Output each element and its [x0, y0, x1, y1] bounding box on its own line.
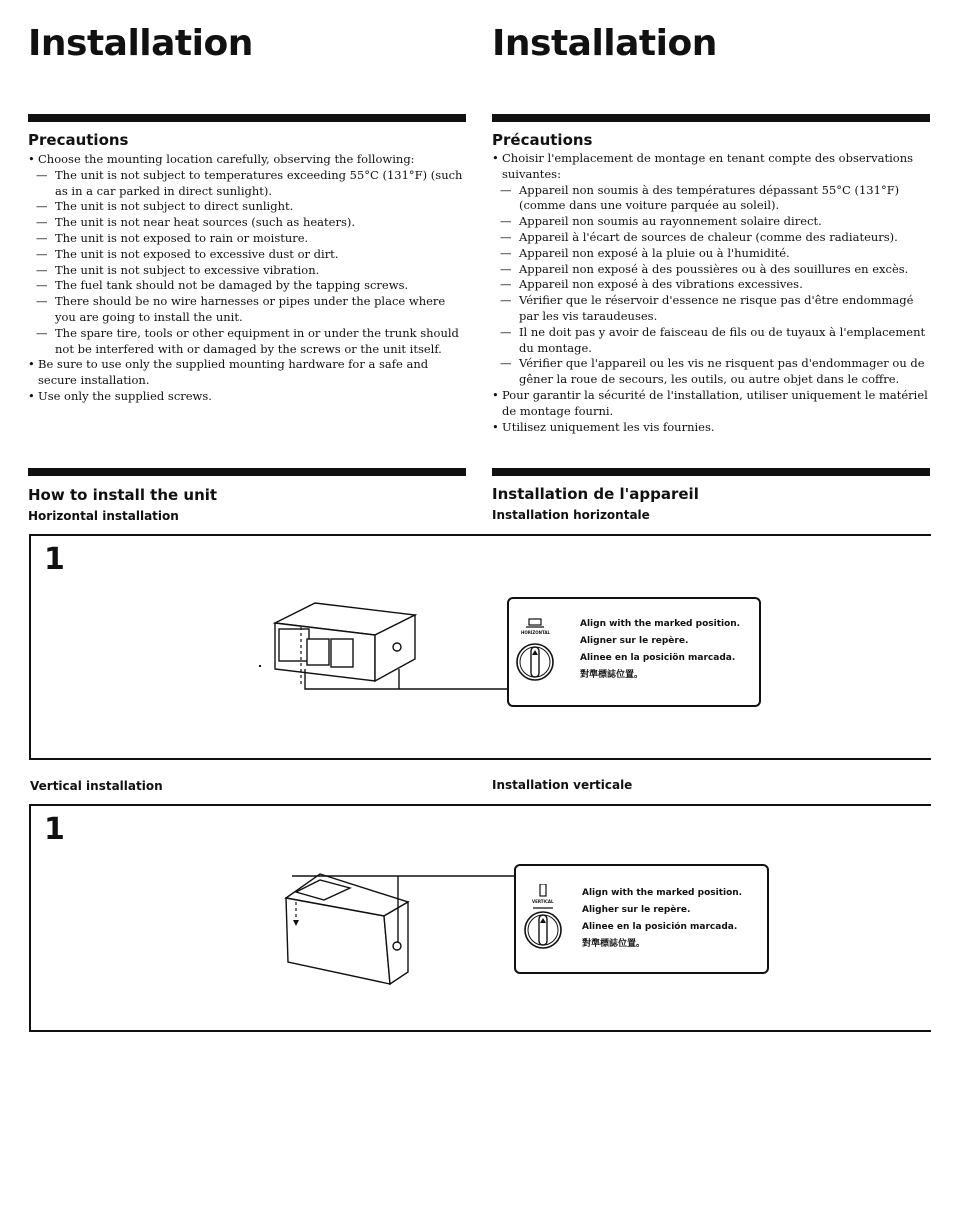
precaution-item: • Utilisez uniquement les vis fournies.: [492, 420, 928, 436]
callout-line: Alinee en la posición marcada.: [582, 922, 738, 932]
precaution-item: — Appareil non exposé à des poussières ou à des souillures en excès.: [492, 262, 928, 278]
section-rule: [28, 114, 466, 122]
precaution-item: — Appareil non exposé à la pluie ou à l'humidité.: [492, 246, 928, 262]
step-number: 1: [44, 542, 65, 577]
precaution-item: — Appareil à l'écart de sources de chaleur (comme des radiateurs).: [492, 230, 928, 246]
precautions-list-en: [28, 152, 468, 405]
section-rule: [492, 114, 930, 122]
page-title-en: Installation: [28, 23, 253, 64]
precaution-item: — The unit is not exposed to rain or moisture.: [28, 231, 468, 247]
precaution-item: — The unit is not near heat sources (such as heaters).: [28, 215, 468, 231]
install-heading-en: How to install the unit: [28, 486, 218, 504]
section-rule: [28, 468, 466, 476]
precaution-item: • Be sure to use only the supplied mounting hardware for a safe and secure installation.: [28, 357, 468, 389]
precaution-item: — Il ne doit pas y avoir de faisceau de fils ou de tuyaux à l'emplacement du montage.: [492, 325, 928, 357]
callout-line: 對準標誌位置。: [580, 670, 644, 680]
precaution-item: — The unit is not subject to excessive vibration.: [28, 263, 468, 279]
callout-line: Align with the marked position.: [580, 619, 741, 629]
precaution-item: — The unit is not subject to direct sunlight.: [28, 199, 468, 215]
precaution-item: — Appareil non exposé à des vibrations excessives.: [492, 277, 928, 293]
unit-vertical-drawing: [280, 868, 520, 993]
horizontal-heading-fr: Installation horizontale: [492, 508, 650, 522]
section-rule: [492, 468, 930, 476]
install-heading-fr: Installation de l'appareil: [492, 485, 699, 503]
unit-horizontal-drawing: [255, 595, 525, 695]
precaution-item: — There should be no wire harnesses or pipes under the place where you are going to install the unit.: [28, 294, 468, 326]
step-number: 1: [44, 812, 65, 847]
vertical-heading-fr: Installation verticale: [492, 778, 633, 792]
callout-text-horizontal: [580, 616, 740, 684]
dial-label: VERTICAL: [532, 899, 554, 904]
callout-line: Aligner sur le repère.: [580, 636, 689, 646]
precautions-list-fr: [492, 151, 928, 435]
precaution-item: • Pour garantir la sécurité de l'installation, utiliser uniquement le matériel de montage fourni.: [492, 388, 928, 420]
page-title-fr: Installation: [492, 23, 717, 64]
precautions-heading-fr: Précautions: [492, 131, 593, 149]
precaution-item: • Use only the supplied screws.: [28, 389, 468, 405]
orientation-dial-icon: [512, 617, 558, 687]
precaution-item: — The unit is not exposed to excessive dust or dirt.: [28, 247, 468, 263]
precaution-item: — The fuel tank should not be damaged by the tapping screws.: [28, 278, 468, 294]
callout-line: Align with the marked position.: [582, 888, 743, 898]
dial-label: HORIZONTAL: [521, 630, 551, 635]
precaution-item: — Vérifier que le réservoir d'essence ne risque pas d'être endommagé par les vis taraudeuses.: [492, 293, 928, 325]
callout-line: Aligher sur le repère.: [582, 905, 691, 915]
precaution-item: — Appareil non soumis à des températures dépassant 55°C (131°F) (comme dans une voiture parquée au soleil).: [492, 183, 928, 215]
precaution-item: • Choisir l'emplacement de montage en tenant compte des observations suivantes:: [492, 151, 928, 183]
precaution-item: — Appareil non soumis au rayonnement solaire direct.: [492, 214, 928, 230]
precaution-item: — Vérifier que l'appareil ou les vis ne risquent pas d'endommager ou de gêner la roue de secours, les outils, ou autre objet dans le coffre.: [492, 356, 928, 388]
precaution-item: — The unit is not subject to temperatures exceeding 55°C (131°F) (such as in a car parked in direct sunlight).: [28, 168, 468, 200]
horizontal-heading-en: Horizontal installation: [28, 509, 179, 523]
precautions-heading-en: Precautions: [28, 131, 129, 149]
precaution-item: • Choose the mounting location carefully, observing the following:: [28, 152, 468, 168]
vertical-heading-en: Vertical installation: [30, 779, 163, 793]
orientation-dial-icon: [521, 884, 565, 954]
callout-line: 對準標誌位置。: [582, 939, 646, 949]
precaution-item: — The spare tire, tools or other equipment in or under the trunk should not be interfered with or damaged by the screws or the unit itself.: [28, 326, 468, 358]
callout-line: Alinee en la posiciön marcada.: [580, 653, 736, 663]
callout-text-vertical: [582, 885, 742, 953]
